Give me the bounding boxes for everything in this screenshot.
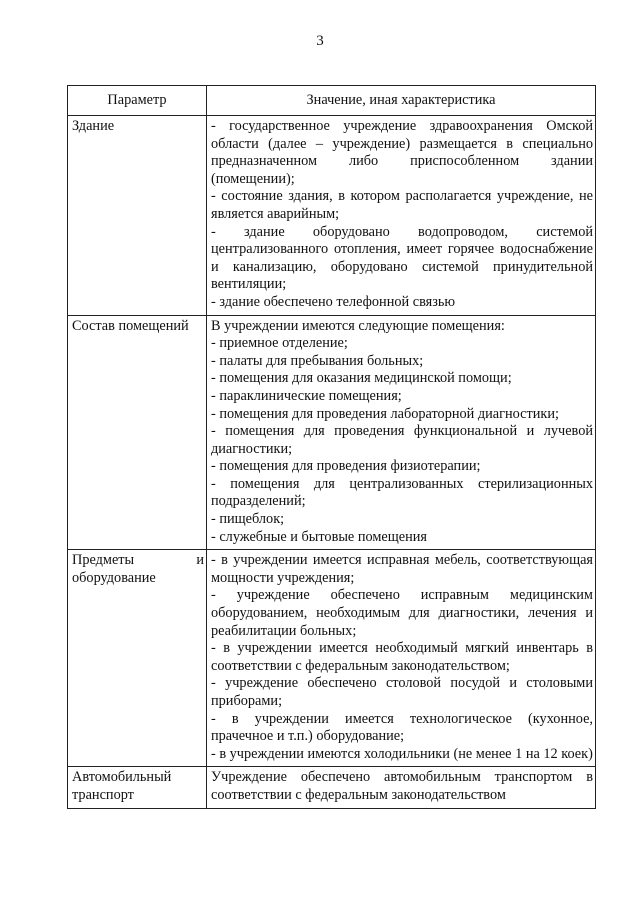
value-line: - пищеблок; — [211, 511, 285, 528]
value-line: - учреждение обеспечено исправным медицинским оборудованием, необходимым для диагностики, лечения и реабилитации больных; — [211, 587, 593, 639]
value-line: - помещения для оказания медицинской помощи; — [211, 370, 512, 387]
value-line: Учреждение обеспечено автомобильным транспортом в соответствии с федеральным законодательством — [211, 769, 593, 803]
value-line: - здание оборудовано водопроводом, системой централизованного отопления, имеет горячее водоснабжение и канализацию, оборудовано системой принудительной вентиляции; — [211, 223, 593, 293]
header-value: Значение, иная характеристика — [207, 86, 596, 116]
param-building: Здание — [68, 116, 207, 316]
value-line: - служебные и бытовые помещения — [211, 528, 428, 545]
value-line: - палаты для пребывания больных; — [211, 352, 424, 369]
value-equipment — [207, 550, 596, 767]
header-parameter: Параметр — [68, 86, 207, 116]
param-equipment-line2: оборудование — [72, 569, 156, 586]
specification-table — [67, 85, 596, 809]
table-row-rooms — [68, 315, 596, 550]
value-rooms — [207, 315, 596, 550]
value-line: - помещения для проведения лабораторной диагностики; — [211, 405, 559, 422]
value-line: - приемное отделение; — [211, 335, 348, 352]
page-number: 3 — [316, 33, 324, 49]
value-line: - в учреждении имеется необходимый мягкий инвентарь в соответствии с федеральным законодательством; — [211, 640, 593, 674]
value-transport — [207, 767, 596, 808]
param-rooms: Состав помещений — [68, 315, 207, 550]
param-equipment — [68, 550, 207, 767]
value-line: - в учреждении имеется исправная мебель, соответствующая мощности учреждения; — [211, 552, 593, 586]
value-line: - государственное учреждение здравоохранения Омской области (далее – учреждение) размещается в специально предназначенном либо приспособленном здании (помещении); — [211, 118, 593, 187]
value-line: - в учреждении имеется технологическое (кухонное, прачечное и т.п.) оборудование; — [211, 710, 593, 745]
value-line: - учреждение обеспечено столовой посудой и столовыми приборами; — [211, 675, 593, 709]
param-transport: Автомобильный транспорт — [68, 767, 207, 808]
value-line: - состояние здания, в котором располагается учреждение, не является аварийным; — [211, 188, 593, 222]
table-row-equipment — [68, 550, 596, 767]
param-equipment-line1: Предметы и — [72, 552, 204, 569]
value-line: - помещения для проведения функциональной и лучевой диагностики; — [211, 423, 593, 457]
table-row-building — [68, 116, 596, 316]
value-line: В учреждении имеются следующие помещения: — [211, 317, 505, 334]
table-row-transport — [68, 767, 596, 808]
value-line: - помещения для проведения физиотерапии; — [211, 458, 481, 475]
value-line: - здание обеспечено телефонной связью — [211, 293, 456, 310]
table-header-row — [68, 86, 596, 116]
value-building — [207, 116, 596, 316]
value-line: - параклинические помещения; — [211, 387, 402, 404]
value-line: - в учреждении имеются холодильники (не менее 1 на 12 коек) — [211, 745, 593, 762]
value-line: - помещения для централизованных стерилизационных подразделений; — [211, 475, 593, 510]
